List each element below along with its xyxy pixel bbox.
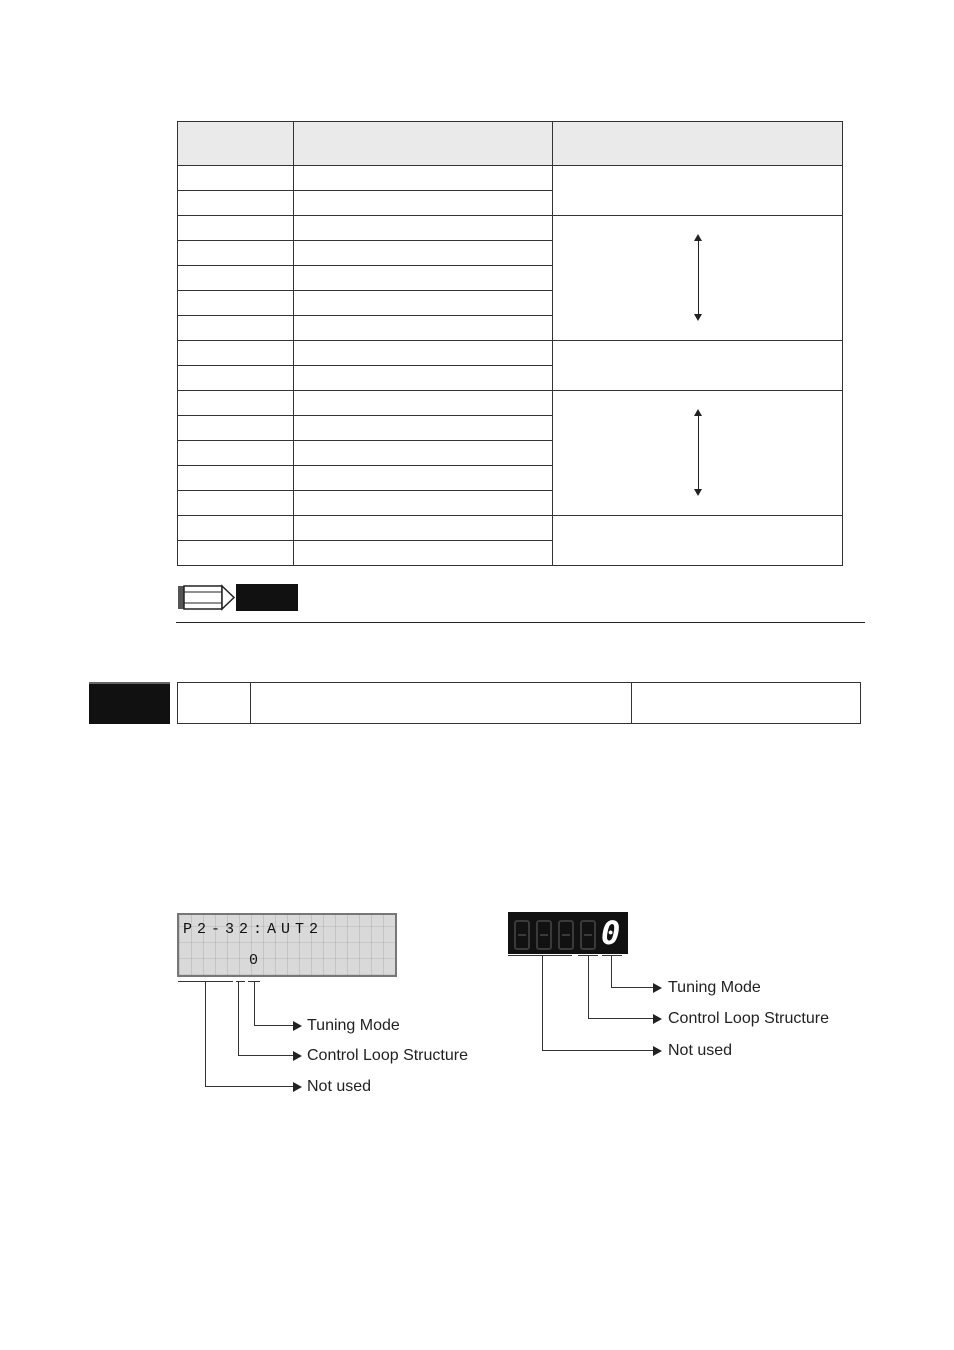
table-cell — [294, 441, 553, 466]
table-cell — [178, 391, 294, 416]
arrow-right-icon — [293, 1082, 302, 1092]
parameter-address-cell — [632, 683, 860, 723]
table-cell — [178, 266, 294, 291]
setting-table — [177, 121, 843, 566]
table-cell — [178, 466, 294, 491]
table-cell — [178, 441, 294, 466]
table-arrow-cell — [553, 391, 843, 516]
table-cell — [294, 366, 553, 391]
parameter-code-cell — [178, 683, 251, 723]
seg-underline-tuning-mode — [602, 955, 622, 956]
table-cell — [178, 491, 294, 516]
parameter-name-cell — [251, 683, 632, 723]
table-cell — [294, 316, 553, 341]
arrow-shaft — [698, 415, 699, 491]
lcd-display — [177, 913, 397, 977]
table-cell — [294, 416, 553, 441]
unlit-digit — [536, 920, 552, 950]
seg-label-not-used: Not used — [668, 1042, 733, 1059]
seg-label-control-loop: Control Loop Structure — [668, 1010, 829, 1027]
table-cell — [178, 291, 294, 316]
seg-leader-notused-h — [542, 1050, 654, 1051]
seg-leader-tuning-h — [611, 987, 654, 988]
seven-segment-display — [508, 912, 628, 954]
table-cell — [178, 416, 294, 441]
table-cell — [294, 241, 553, 266]
parameter-label-box — [89, 682, 170, 724]
table-cell — [294, 541, 553, 566]
table-cell — [294, 216, 553, 241]
table-cell — [178, 166, 294, 191]
arrow-right-icon — [653, 1014, 662, 1024]
seg-leader-notused — [542, 955, 543, 1051]
arrow-shaft — [698, 240, 699, 316]
seg-underline-not-used — [508, 955, 572, 956]
lcd-leader-tuning-h — [254, 1025, 294, 1026]
table-cell — [294, 466, 553, 491]
arrow-right-icon — [293, 1021, 302, 1031]
lcd-leader-control — [238, 981, 239, 1056]
table-cell — [178, 316, 294, 341]
lcd-label-not-used: Not used — [307, 1078, 372, 1095]
table-cell — [178, 191, 294, 216]
table-cell — [294, 291, 553, 316]
section-divider — [176, 622, 865, 623]
table-cell — [294, 341, 553, 366]
table-header-cell — [178, 122, 294, 166]
table-cell — [178, 366, 294, 391]
lcd-leader-notused — [205, 981, 206, 1087]
table-cell — [294, 491, 553, 516]
lcd-line-2: 0 — [249, 952, 264, 969]
seg-leader-tuning — [611, 955, 612, 988]
pencil-note-icon — [178, 584, 298, 611]
lcd-line-1: P2-32:AUT2 — [183, 921, 324, 938]
unlit-digit — [558, 920, 574, 950]
table-header-cell — [294, 122, 553, 166]
lcd-leader-tuning — [254, 981, 255, 1026]
table-cell — [178, 541, 294, 566]
table-merged-cell — [553, 516, 843, 566]
table-cell — [294, 391, 553, 416]
table-cell — [294, 516, 553, 541]
lcd-label-control-loop: Control Loop Structure — [307, 1047, 468, 1064]
unlit-digit — [514, 920, 530, 950]
table-header-cell — [553, 122, 843, 166]
table-cell — [178, 241, 294, 266]
unlit-digit — [580, 920, 596, 950]
table-cell — [178, 516, 294, 541]
lcd-label-tuning-mode: Tuning Mode — [307, 1017, 400, 1034]
arrow-down-icon — [694, 314, 702, 321]
seg-leader-control — [588, 955, 589, 1019]
table-cell — [294, 191, 553, 216]
table-merged-cell — [553, 166, 843, 216]
lit-digit: 0 — [601, 914, 621, 952]
table-arrow-cell — [553, 216, 843, 341]
parameter-header-row — [177, 682, 861, 724]
seg-label-tuning-mode: Tuning Mode — [668, 979, 761, 996]
table-cell — [294, 166, 553, 191]
table-cell — [178, 341, 294, 366]
arrow-down-icon — [694, 489, 702, 496]
lcd-leader-control-h — [238, 1055, 294, 1056]
arrow-right-icon — [653, 983, 662, 993]
table-merged-cell — [553, 341, 843, 391]
arrow-right-icon — [653, 1046, 662, 1056]
lcd-leader-notused-h — [205, 1086, 294, 1087]
seg-leader-control-h — [588, 1018, 654, 1019]
table-cell — [178, 216, 294, 241]
table-cell — [294, 266, 553, 291]
arrow-right-icon — [293, 1051, 302, 1061]
